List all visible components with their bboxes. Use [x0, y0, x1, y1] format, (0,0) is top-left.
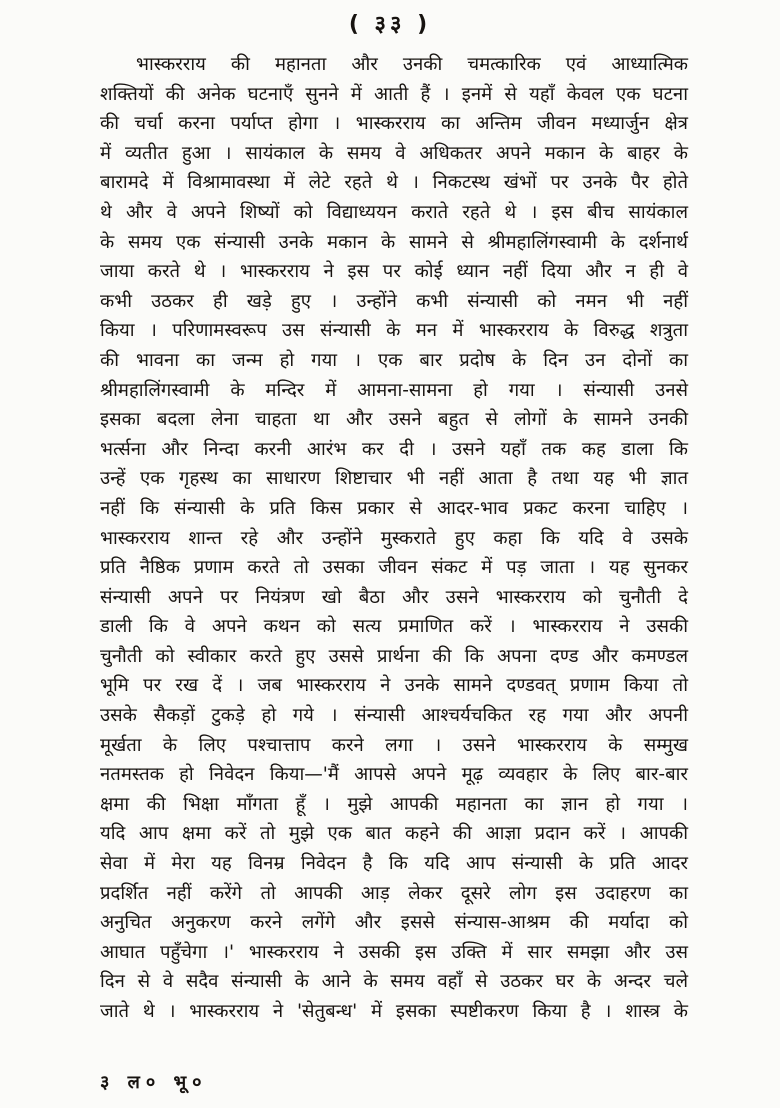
text-line: भर्त्सना और निन्दा करनी आरंभ कर दी । उसने यहाँ तक कह डाला कि	[100, 438, 688, 460]
text-line: जाया करते थे । भास्करराय ने इस पर कोई ध्यान नहीं दिया और न ही वे	[100, 261, 688, 283]
text-line: मूर्खता के लिए पश्चात्ताप करने लगा । उसने भास्करराय के सम्मुख	[100, 734, 688, 756]
text-line: जाते थे । भास्करराय ने 'सेतुबन्ध' में इसका स्पष्टीकरण किया है । शास्त्र के	[100, 1001, 688, 1022]
text-line: सेवा में मेरा यह विनम्र निवेदन है कि यदि आप संन्यासी के प्रति आदर	[100, 853, 688, 875]
page-number: ( ३३ )	[348, 12, 432, 37]
text-line: चुनौती को स्वीकार करते हुए उससे प्रार्थना की कि अपना दण्ड और कमण्डल	[100, 645, 688, 667]
text-line: नतमस्तक हो निवेदन किया—'मैं आपसे अपने मूढ़ व्यवहार के लिए बार-बार	[100, 764, 688, 786]
text-line: डाली कि वे अपने कथन को सत्य प्रमाणित करें । भास्करराय ने उसकी	[100, 616, 688, 638]
text-line: उसके सैकड़ों टुकड़े हो गये । संन्यासी आश्चर्यचकित रह गया और अपनी	[100, 705, 688, 727]
text-line: प्रदर्शित नहीं करेंगे तो आपकी आड़ लेकर दूसरे लोग इस उदाहरण का	[100, 882, 688, 904]
text-line: यदि आप क्षमा करें तो मुझे एक बात कहने की आज्ञा प्रदान करें । आपकी	[100, 823, 688, 845]
text-line: अनुचित अनुकरण करने लगेंगे और इससे संन्यास-आश्रम की मर्यादा को	[100, 912, 688, 934]
text-line: कभी उठकर ही खड़े हुए । उन्होंने कभी संन्यासी को नमन भी नहीं	[100, 290, 688, 312]
text-line: भास्करराय शान्त रहे और उन्होंने मुस्कराते हुए कहा कि यदि वे उसके	[100, 527, 688, 549]
page-body-text	[100, 50, 688, 1027]
text-line: बारामदे में विश्रामावस्था में लेटे रहते थे । निकटस्थ खंभों पर उनके पैर होते	[100, 172, 688, 194]
text-line: नहीं कि संन्यासी के प्रति किस प्रकार से आदर-भाव प्रकट करना चाहिए ।	[100, 497, 688, 519]
text-line: किया । परिणामस्वरूप उस संन्यासी के मन में भास्करराय के विरुद्ध शत्रुता	[100, 320, 688, 342]
text-line: थे और वे अपने शिष्यों को विद्याध्ययन कराते रहते थे । इस बीच सायंकाल	[100, 201, 688, 223]
text-line: क्षमा की भिक्षा माँगता हूँ । मुझे आपकी महानता का ज्ञान हो गया ।	[100, 793, 688, 815]
text-line: संन्यासी अपने पर नियंत्रण खो बैठा और उसने भास्करराय को चुनौती दे	[100, 586, 688, 608]
text-line: उन्हें एक गृहस्थ का साधारण शिष्टाचार भी नहीं आता है तथा यह भी ज्ञात	[100, 468, 688, 490]
text-line: आघात पहुँचेगा ।' भास्करराय ने उसकी इस उक्ति में सार समझा और उस	[100, 941, 688, 963]
text-line: शक्तियों की अनेक घटनाएँ सुनने में आती हैं । इनमें से यहाँ केवल एक घटना	[100, 83, 688, 105]
text-line: प्रति नैष्ठिक प्रणाम करते तो उसका जीवन संकट में पड़ जाता । यह सुनकर	[100, 557, 688, 579]
text-line: में व्यतीत हुआ । सायंकाल के समय वे अधिकतर अपने मकान के बाहर के	[100, 142, 688, 164]
text-line: की भावना का जन्म हो गया । एक बार प्रदोष के दिन उन दोनों का	[100, 349, 688, 371]
text-line: भास्करराय की महानता और उनकी चमत्कारिक एवं आध्यात्मिक	[136, 54, 688, 75]
text-line: के समय एक संन्यासी उनके मकान के सामने से श्रीमहालिंगस्वामी के दर्शनार्थ	[100, 231, 688, 253]
text-line: दिन से वे सदैव संन्यासी के आने के समय वहाँ से उठकर घर के अन्दर चले	[100, 971, 688, 993]
text-line: श्रीमहालिंगस्वामी के मन्दिर में आमना-सामना हो गया । संन्यासी उनसे	[100, 379, 688, 401]
text-line: की चर्चा करना पर्याप्त होगा । भास्करराय का अन्तिम जीवन मध्यार्जुन क्षेत्र	[100, 113, 688, 135]
text-line: भूमि पर रख दें । जब भास्करराय ने उनके सामने दण्डवत् प्रणाम किया तो	[100, 675, 688, 697]
footer-signature: ३ ल० भू०	[100, 1072, 208, 1093]
text-line: इसका बदला लेना चाहता था और उसने बहुत से लोगों के सामने उनकी	[100, 409, 688, 431]
